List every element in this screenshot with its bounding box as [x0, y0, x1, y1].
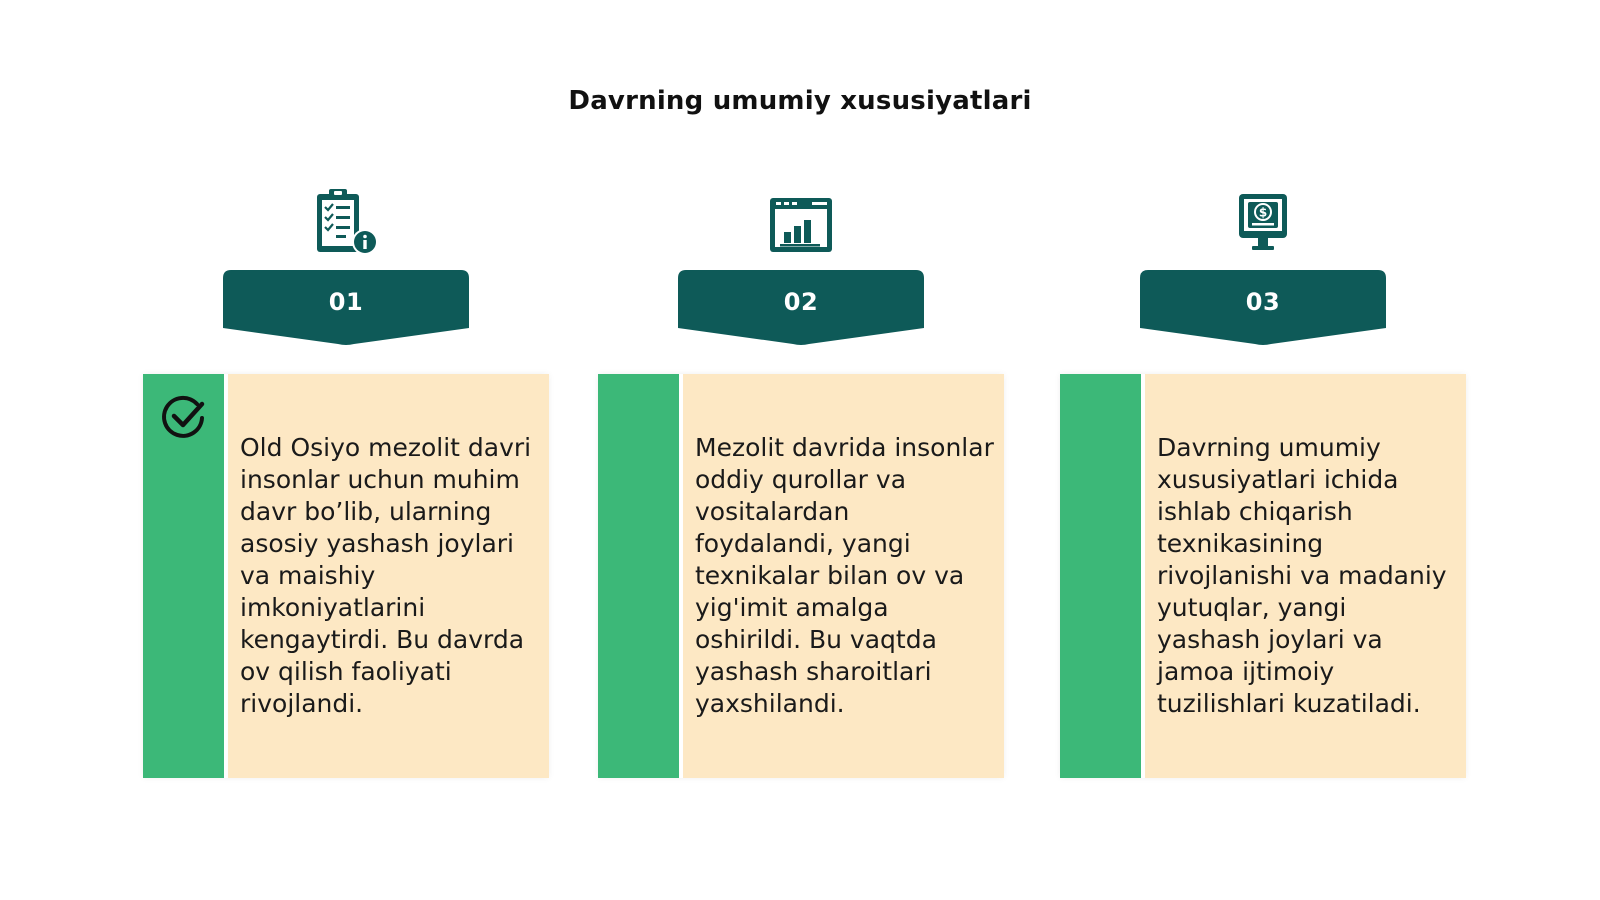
card-text: Old Osiyo mezolit davri insonlar uchun muhim davr bo’lib, ularning asosiy yashash joylari va maishiy imkoniyatlarini kengaytirdi. Bu davrda ov qilish faoliyati rivojlandi. [240, 433, 532, 718]
step-tab-2 [678, 270, 924, 346]
step-column-1 [143, 0, 549, 900]
check-circle-icon [161, 394, 207, 440]
card-accent-bar [1060, 374, 1141, 778]
monitor-dollar-icon [1230, 188, 1296, 258]
step-card-1 [143, 374, 549, 778]
step-number: 01 [328, 288, 364, 316]
card-body [683, 374, 1004, 778]
card-accent-bar [598, 374, 679, 778]
step-card-2 [598, 374, 1004, 778]
step-column-2 [598, 0, 1004, 900]
step-tab-3 [1140, 270, 1386, 346]
card-text: Davrning umumiy xususiyatlari ichida ishlab chiqarish texnikasining rivojlanishi va madaniy yutuqlar, yangi yashash joylari va jamoa ijtimoiy tuzilishlari kuzatiladi. [1157, 433, 1447, 718]
step-column-3 [1060, 0, 1466, 900]
card-body [1145, 374, 1466, 778]
card-accent-bar [143, 374, 224, 778]
page-title: Davrning umumiy xususiyatlari [568, 86, 1032, 116]
step-number: 03 [1245, 288, 1281, 316]
step-card-3 [1060, 374, 1466, 778]
card-body [228, 374, 549, 778]
step-number: 02 [783, 288, 819, 316]
step-tab-1 [223, 270, 469, 346]
svg-text:$: $ [1258, 205, 1268, 220]
card-text: Mezolit davrida insonlar oddiy qurollar va vositalardan foydalandi, yangi texnikalar bilan ov va yig'imit amalga oshirildi. Bu vaqtda yashash sharoitlari yaxshilandi. [695, 433, 994, 718]
clipboard-info-icon [313, 188, 379, 258]
browser-chart-icon [768, 188, 834, 258]
